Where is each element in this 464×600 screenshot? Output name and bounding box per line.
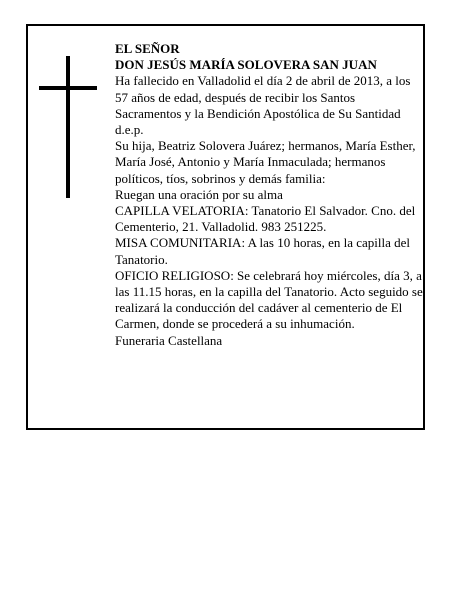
cross-horizontal-bar bbox=[39, 86, 97, 90]
notice-text bbox=[115, 41, 423, 349]
notice-title: EL SEÑOR bbox=[115, 41, 180, 56]
death-announcement: Ha fallecido en Valladolid el día 2 de abril de 2013, a los 57 años de edad, después de recibir los Santos Sacramentos y la Bendición Apostólica de Su Santidad bbox=[115, 73, 411, 121]
chapel-info: CAPILLA VELATORIA: Tanatorio El Salvador. Cno. del Cementerio, 21. Valladolid. 983 251225. bbox=[115, 203, 416, 235]
cross-vertical-bar bbox=[66, 56, 70, 198]
prayer-request: Ruegan una oración por su alma bbox=[115, 186, 283, 202]
mass-info: MISA COMUNITARIA: A las 10 horas, en la capilla del Tanatorio. bbox=[115, 235, 411, 267]
deceased-name: DON JESÚS MARÍA SOLOVERA SAN JUAN bbox=[115, 57, 377, 73]
family-members: Su hija, Beatriz Solovera Juárez; hermanos, María Esther, María José, Antonio y María Inmaculada; hermanos políticos, tíos, sobrinos y demás familia: bbox=[115, 138, 416, 186]
dep-abbreviation: d.e.p. bbox=[115, 122, 144, 138]
obituary-notice bbox=[26, 24, 425, 430]
funeral-home: Funeraria Castellana bbox=[115, 332, 223, 348]
religious-service-info: OFICIO RELIGIOSO: Se celebrará hoy miércoles, día 3, a las 11.15 horas, en la capilla del Tanatorio. Acto seguido se realizará la conducción del cadáver al cementerio de El Carmen, donde se procederá a su inhumación. bbox=[115, 267, 423, 332]
